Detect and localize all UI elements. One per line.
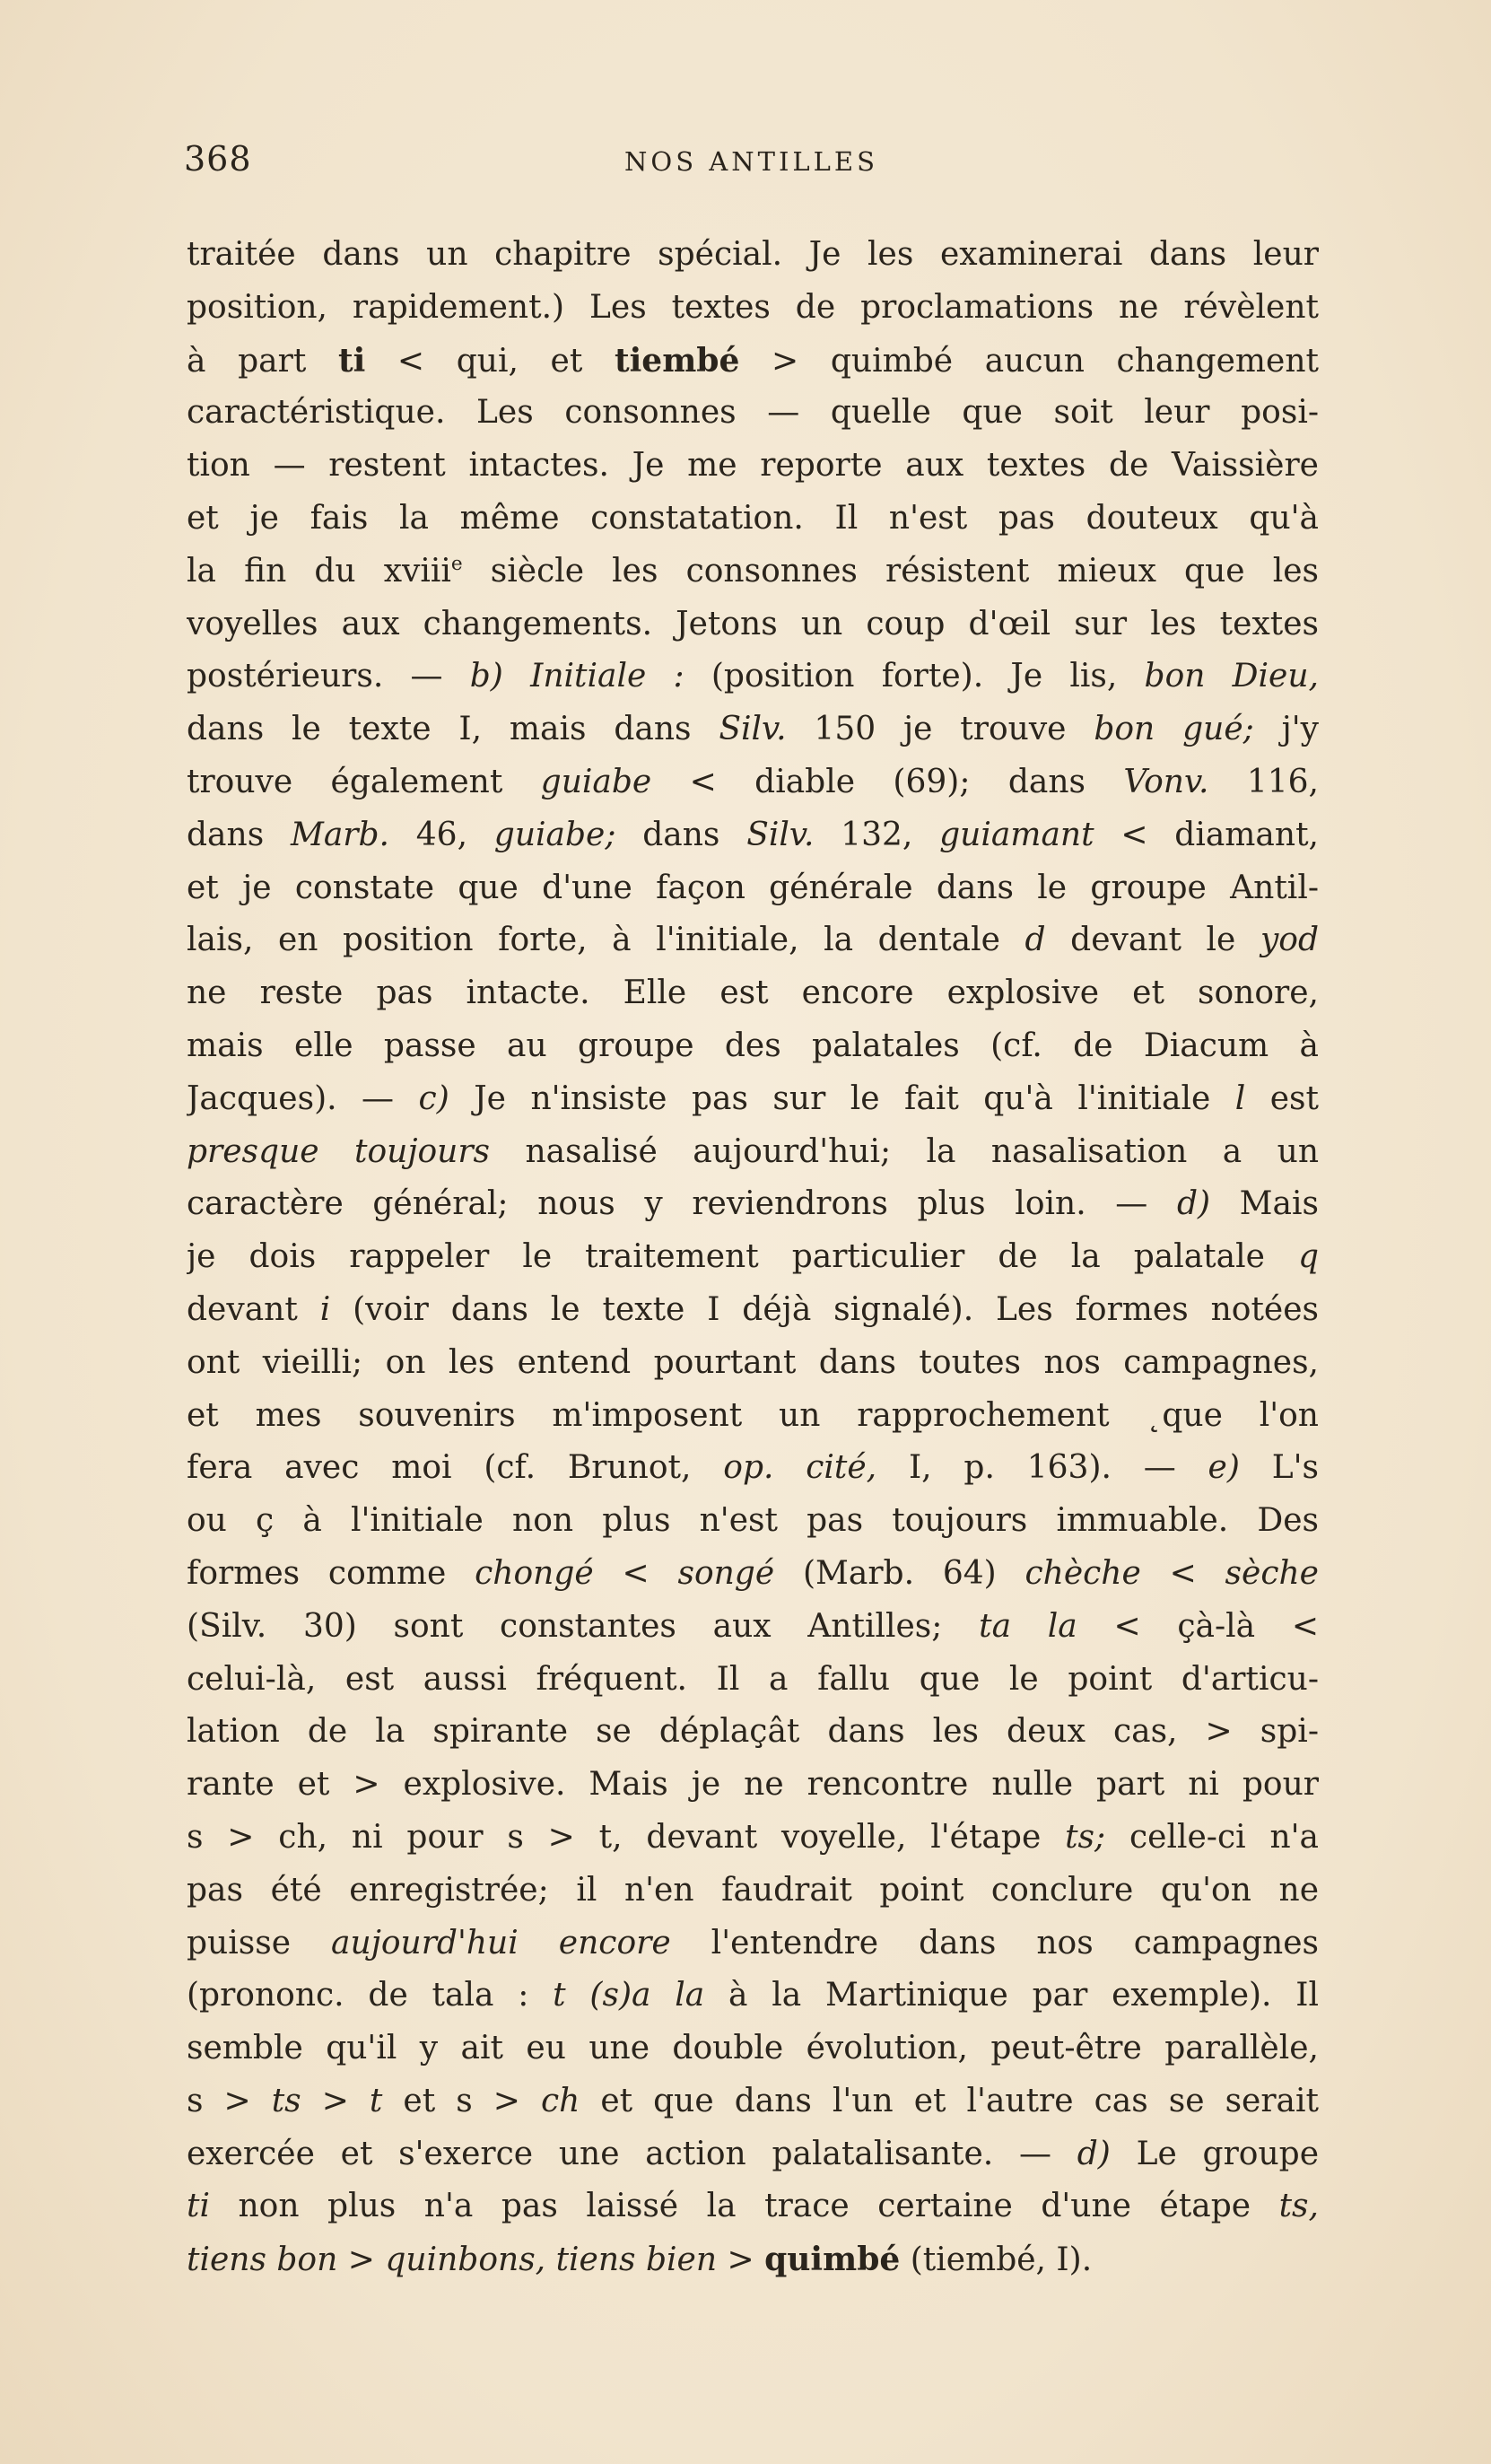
text-line: ne reste pas intacte. Elle est encore explosive et sonore, — [187, 974, 1319, 1012]
text-line: lation de la spirante se déplaçât dans les deux cas, > spi- — [187, 1713, 1319, 1751]
text-line: rante et > explosive. Mais je ne rencontre nulle part ni pour — [187, 1766, 1319, 1804]
text-line: puisse aujourd'hui encore l'entendre dans nos campagnes — [187, 1924, 1319, 1962]
page-number: 368 — [184, 139, 252, 179]
text-line: lais, en position forte, à l'initiale, la dentale d devant le yod — [187, 922, 1319, 959]
text-line: devant i (voir dans le texte I déjà signalé). Les formes notées — [187, 1290, 1319, 1328]
text-line: ou ç à l'initiale non plus n'est pas toujours immuable. Des — [187, 1502, 1319, 1540]
text-line: ti non plus n'a pas laissé la trace certaine d'une étape ts, — [187, 2188, 1319, 2225]
text-line: trouve également guiabe < diable (69); dans Vonv. 116, — [187, 763, 1319, 800]
text-line: fera avec moi (cf. Brunot, op. cité, I, p. 163). — e) L's — [187, 1449, 1319, 1487]
text-line: postérieurs. — b) Initiale : (position forte). Je lis, bon Dieu, — [187, 658, 1319, 695]
text-line: et je fais la même constatation. Il n'est pas douteux qu'à — [187, 499, 1319, 537]
running-title: NOS ANTILLES — [624, 146, 878, 177]
text-line: traitée dans un chapitre spécial. Je les examinerai dans leur — [187, 236, 1319, 273]
text-line: tiens bon > quinbons, tiens bien > quimbé (tiembé, I). — [187, 2241, 1093, 2279]
text-line: pas été enregistrée; il n'en faudrait point conclure qu'on ne — [187, 1871, 1319, 1909]
text-line: je dois rappeler le traitement particulier de la palatale q — [187, 1238, 1319, 1276]
text-line: s > ts > t et s > ch et que dans l'un et l'autre cas se serait — [187, 2082, 1319, 2119]
text-line: voyelles aux changements. Jetons un coup d'œil sur les textes — [187, 605, 1319, 642]
text-line: et je constate que d'une façon générale dans le groupe Antil- — [187, 869, 1319, 906]
text-line: Jacques). — c) Je n'insiste pas sur le fait qu'à l'initiale l est — [187, 1079, 1319, 1117]
text-line: presque toujours nasalisé aujourd'hui; la nasalisation a un — [187, 1132, 1319, 1170]
text-line: et mes souvenirs m'imposent un rapprochement ˛que l'on — [187, 1396, 1319, 1434]
text-line: exercée et s'exerce une action palatalisante. — d) Le groupe — [187, 2135, 1319, 2172]
text-line: celui-là, est aussi fréquent. Il a fallu que le point d'articu- — [187, 1660, 1319, 1698]
page-header — [184, 139, 1319, 193]
text-line: mais elle passe au groupe des palatales (cf. de Diacum à — [187, 1027, 1319, 1064]
text-line: dans Marb. 46, guiabe; dans Silv. 132, guiamant < diamant, — [187, 816, 1319, 853]
text-line: caractéristique. Les consonnes — quelle que soit leur posi- — [187, 394, 1319, 432]
text-line: semble qu'il y ait eu une double évolution, peut-être parallèle, — [187, 2030, 1319, 2067]
text-line: position, rapidement.) Les textes de proclamations ne révèlent — [187, 288, 1319, 326]
text-line: (Silv. 30) sont constantes aux Antilles; ta la < çà-là < — [187, 1607, 1319, 1645]
text-line: (prononc. de tala : t (s)a la à la Martinique par exemple). Il — [187, 1977, 1319, 2014]
text-line: dans le texte I, mais dans Silv. 150 je trouve bon gué; j'y — [187, 711, 1319, 748]
text-line: caractère général; nous y reviendrons plus loin. — d) Mais — [187, 1185, 1319, 1223]
text-line: s > ch, ni pour s > t, devant voyelle, l'étape ts; celle-ci n'a — [187, 1818, 1319, 1856]
text-line: à part ti < qui, et tiembé > quimbé aucun changement — [187, 341, 1319, 380]
text-line: ont vieilli; on les entend pourtant dans toutes nos campagnes, — [187, 1343, 1319, 1381]
body-text — [187, 229, 1319, 2286]
text-line: tion — restent intactes. Je me reporte aux textes de Vaissière — [187, 447, 1319, 485]
text-line: la fin du xviii$^e$ siècle les consonnes résistent mieux que les — [187, 552, 1319, 590]
text-line: formes comme chongé < songé (Marb. 64) chèche < sèche — [187, 1554, 1319, 1592]
